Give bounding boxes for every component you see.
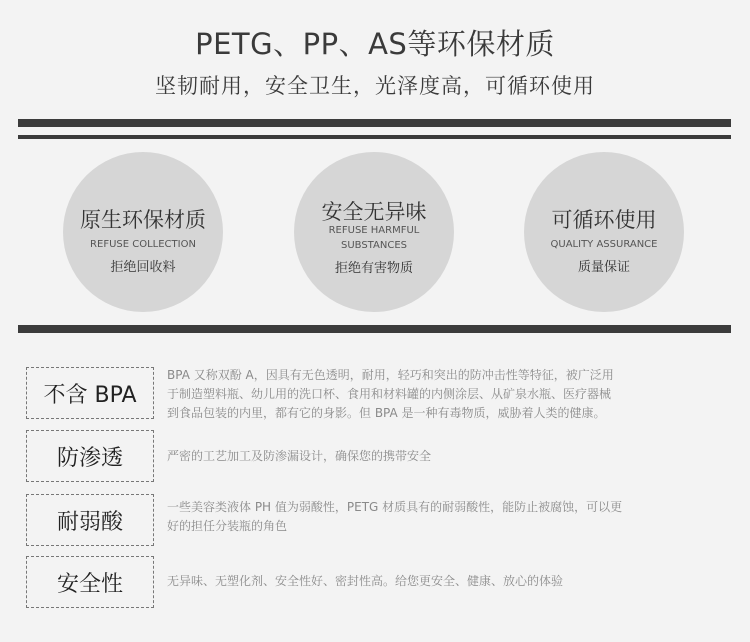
description-line: BPA 又称双酚 A，因具有无色透明，耐用，轻巧和突出的防冲击性等特征，被广泛用 bbox=[167, 368, 614, 382]
feature-label-bpa-free: 不含 BPA bbox=[26, 367, 154, 419]
page-title: PETG、PP、AS等环保材质 bbox=[195, 27, 555, 61]
page-subtitle: 坚韧耐用，安全卫生，光泽度高，可循环使用 bbox=[155, 74, 595, 98]
feature-description-acid-resistant bbox=[167, 498, 727, 536]
feature-circle-reusable bbox=[524, 152, 684, 312]
description-line: 一些美容类液体 PH 值为弱酸性，PETG 材质具有的耐弱酸性，能防止被腐蚀，可以更 bbox=[167, 500, 623, 514]
circle-title: 原生环保材质 bbox=[80, 208, 206, 232]
description-line: 无异味、无塑化剂、安全性好、密封性高。给您更安全、健康、放心的体验 bbox=[167, 574, 564, 588]
feature-label-safety: 安全性 bbox=[26, 556, 154, 608]
circle-title: 可循环使用 bbox=[551, 208, 657, 232]
circle-english-line: SUBSTANCES bbox=[340, 240, 407, 251]
feature-description-bpa-free bbox=[167, 366, 727, 423]
description-line: 好的担任分装瓶的角色 bbox=[167, 519, 288, 533]
feature-circle-eco-material bbox=[63, 152, 223, 312]
divider-thin-top bbox=[18, 135, 731, 139]
description-line: 于制造塑料瓶、幼儿用的洗口杯、食用和材料罐的内侧涂层、从矿泉水瓶、医疗器械 bbox=[167, 387, 612, 401]
circle-english: REFUSE COLLECTION bbox=[90, 239, 196, 250]
circle-caption: 拒绝有害物质 bbox=[334, 261, 413, 276]
feature-description-safety bbox=[167, 572, 727, 591]
circle-title: 安全无异味 bbox=[321, 200, 427, 224]
circle-caption: 质量保证 bbox=[577, 260, 630, 275]
circle-caption: 拒绝回收料 bbox=[110, 260, 176, 275]
feature-description-leakproof bbox=[167, 447, 727, 466]
feature-label-leakproof: 防渗透 bbox=[26, 430, 154, 482]
description-line: 严密的工艺加工及防渗漏设计，确保您的携带安全 bbox=[167, 449, 432, 463]
circle-english: QUALITY ASSURANCE bbox=[550, 239, 658, 250]
description-line: 到食品包装的内里，都有它的身影。但 BPA 是一种有毒物质，威胁着人类的健康。 bbox=[167, 406, 606, 420]
divider-thick-top bbox=[18, 119, 731, 127]
feature-circle-odorless bbox=[294, 152, 454, 312]
divider-thick-middle bbox=[18, 325, 731, 333]
circle-english bbox=[294, 223, 454, 253]
circle-english-line: REFUSE HARMFUL bbox=[328, 225, 420, 236]
feature-label-acid-resistant: 耐弱酸 bbox=[26, 494, 154, 546]
